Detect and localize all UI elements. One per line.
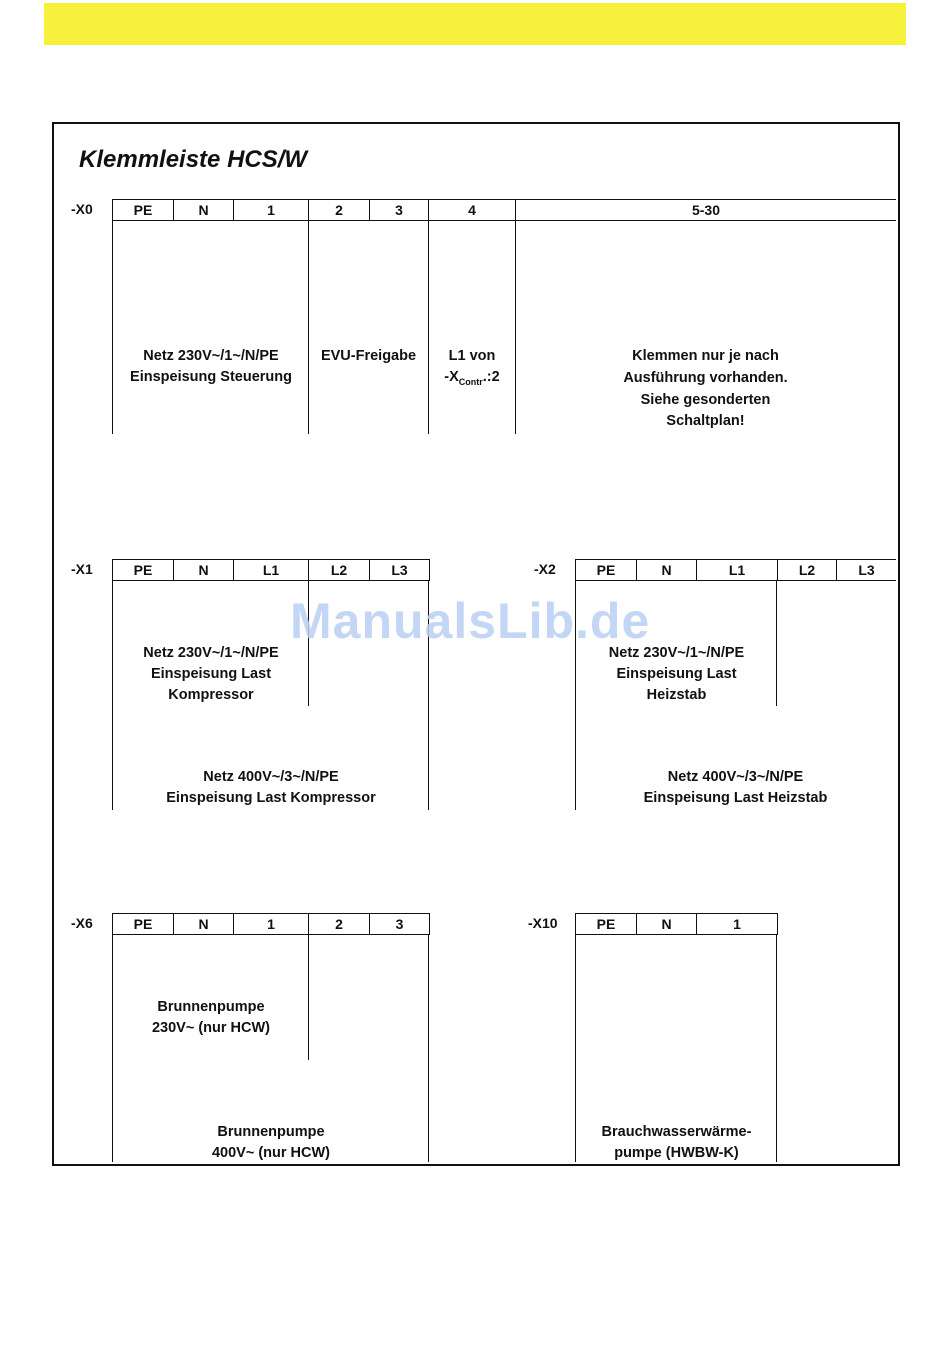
terminal-cell: 1 xyxy=(233,200,308,220)
divider xyxy=(112,220,113,434)
strip-label-x1: -X1 xyxy=(71,561,93,577)
terminal-cell: L1 xyxy=(696,560,777,580)
page-title: Klemmleiste HCS/W xyxy=(79,146,308,173)
terminal-cell: 5-30 xyxy=(515,200,896,220)
strip-label-x10: -X10 xyxy=(528,915,558,931)
terminal-header-x0 xyxy=(112,199,896,221)
terminal-cell: L2 xyxy=(308,560,369,580)
terminal-header-x2 xyxy=(575,559,896,581)
desc-x2-230: Netz 230V~/1~/N/PE Einspeisung Last Heizstab xyxy=(608,645,745,703)
terminal-cell: N xyxy=(173,560,233,580)
terminal-cell: 1 xyxy=(696,914,778,934)
desc-x1-400: Netz 400V~/3~/N/PE Einspeisung Last Kompressor xyxy=(166,769,376,806)
terminal-cell: 3 xyxy=(369,914,430,934)
terminal-cell: 2 xyxy=(308,914,369,934)
strip-label-x0: -X0 xyxy=(71,201,93,217)
watermark: ManualsLib.de xyxy=(290,593,651,649)
desc-x2-400: Netz 400V~/3~/N/PE Einspeisung Last Heizstab xyxy=(643,769,828,806)
desc-netz-steuerung: Netz 230V~/1~/N/PE Einspeisung Steuerung xyxy=(130,348,292,385)
terminal-cell: 1 xyxy=(233,914,308,934)
divider xyxy=(308,220,309,434)
terminal-cell: PE xyxy=(112,914,173,934)
terminal-cell: PE xyxy=(575,914,636,934)
desc-x10: Brauchwasserwärme- pumpe (HWBW-K) xyxy=(601,1124,752,1161)
desc-klemmen: Klemmen nur je nach Ausführung vorhanden. Siehe gesonderten Schaltplan! xyxy=(623,348,788,429)
terminal-cell: L1 xyxy=(233,560,308,580)
header-banner xyxy=(44,3,906,45)
desc-evu-freigabe: EVU-Freigabe xyxy=(320,348,417,364)
desc-l1-von: L1 von $-X_{Contr}.:2$ xyxy=(444,348,500,387)
terminal-cell: 4 xyxy=(428,200,515,220)
terminal-header-x10 xyxy=(575,913,778,935)
terminal-cell: L3 xyxy=(369,560,430,580)
terminal-cell: 2 xyxy=(308,200,369,220)
strip-label-x2: -X2 xyxy=(534,561,556,577)
strip-label-x6: -X6 xyxy=(71,915,93,931)
terminal-cell: N xyxy=(636,560,696,580)
terminal-header-x6 xyxy=(112,913,430,935)
terminal-cell: 3 xyxy=(369,200,428,220)
terminal-cell: PE xyxy=(112,560,173,580)
terminal-cell: N xyxy=(636,914,696,934)
terminal-cell: PE xyxy=(575,560,636,580)
terminal-cell: PE xyxy=(112,200,173,220)
desc-x6-400: Brunnenpumpe 400V~ (nur HCW) xyxy=(211,1124,331,1161)
desc-x1-230: Netz 230V~/1~/N/PE Einspeisung Last Kompressor xyxy=(143,645,279,703)
desc-x6-230: Brunnenpumpe 230V~ (nur HCW) xyxy=(151,999,271,1036)
terminal-cell: N xyxy=(173,200,233,220)
terminal-cell: N xyxy=(173,914,233,934)
terminal-cell: L2 xyxy=(777,560,836,580)
divider xyxy=(428,220,429,434)
terminal-header-x1 xyxy=(112,559,430,581)
terminal-cell: L3 xyxy=(836,560,896,580)
